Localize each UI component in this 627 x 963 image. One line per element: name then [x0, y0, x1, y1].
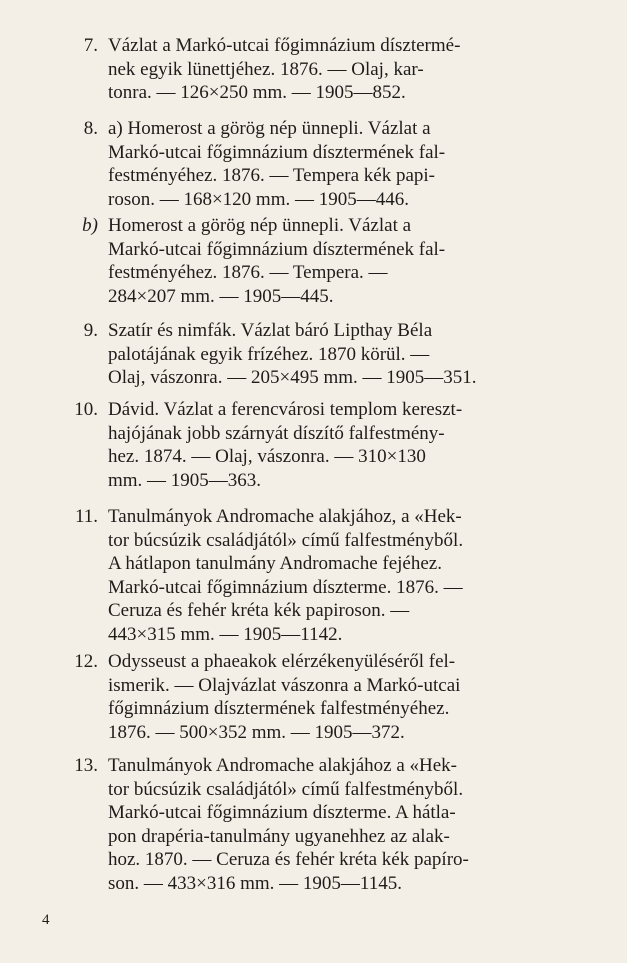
entry-number: b) — [82, 215, 98, 236]
entry-number: 9. — [83, 320, 98, 341]
entry-line: tor búcsúzik családjától» című falfestményből. — [108, 778, 464, 800]
entry-line: Tanulmányok Andromache alakjához, a «Hek- — [108, 506, 462, 527]
entry-line: Dávid. Vázlat a ferencvárosi templom kereszt- — [108, 399, 463, 420]
entry-line: roson. — 168×120 mm. — 1905—446. — [108, 188, 409, 210]
entry-line: Vázlat a Markó-utcai főgimnázium dísztermé- — [108, 35, 461, 56]
entry-line: 1876. — 500×352 mm. — 1905—372. — [108, 721, 405, 743]
entry-line: mm. — 1905—363. — [108, 469, 262, 491]
entry-line: tonra. — 126×250 mm. — 1905—852. — [108, 82, 406, 104]
entry-line: festményéhez. 1876. — Tempera. — — [108, 262, 388, 284]
entry-line: Szatír és nimfák. Vázlat báró Lipthay Béla — [108, 320, 433, 341]
entry-line: festményéhez. 1876. — Tempera kék papi- — [108, 165, 436, 187]
entry-line: palotájának egyik frízéhez. 1870 körül. — — [108, 343, 430, 365]
entry-line: hajójának jobb szárnyát díszítő falfestmény- — [108, 422, 445, 444]
entry-number: 7. — [83, 35, 98, 56]
catalog-entry-12 — [60, 650, 590, 744]
catalog-entry-11 — [60, 505, 590, 647]
entry-line: főgimnázium dísztermének falfestményéhez. — [108, 698, 450, 720]
entry-line: Odysseust a phaeakok elérzékenyüléséről fel- — [108, 651, 456, 672]
entry-line: Markó-utcai főgimnázium dísztermének fal- — [108, 238, 446, 260]
entry-line: A hátlapon tanulmány Andromache fejéhez. — [108, 553, 442, 575]
entry-number: 13. — [74, 755, 98, 776]
entry-number: 10. — [74, 399, 98, 420]
entry-line: Homerost a görög nép ünnepli. Vázlat a — [108, 215, 412, 236]
entry-line: tor búcsúzik családjától» című falfestményből. — [108, 529, 464, 551]
entry-line: 443×315 mm. — 1905—1142. — [108, 623, 343, 645]
entry-line: Markó-utcai főgimnázium díszterme. A hátla- — [108, 802, 456, 824]
entry-line: Olaj, vászonra. — 205×495 mm. — 1905—351. — [108, 367, 477, 389]
entry-line: nek egyik lünettjéhez. 1876. — Olaj, kar- — [108, 58, 424, 80]
entry-number: 11. — [74, 506, 98, 527]
entry-line: Markó-utcai főgimnázium díszterme. 1876. — — [108, 576, 463, 598]
entry-line: 284×207 mm. — 1905—445. — [108, 285, 334, 307]
catalog-entry-7 — [60, 34, 590, 105]
entry-line: hoz. 1870. — Ceruza és fehér kréta kék papíro- — [108, 849, 469, 871]
entry-line: son. — 433×316 mm. — 1905—1145. — [108, 872, 402, 894]
entry-line: Ceruza és fehér kréta kék papiroson. — — [108, 600, 410, 622]
entry-line: a) Homerost a görög nép ünnepli. Vázlat a — [108, 118, 431, 139]
entry-line: pon drapéria-tanulmány ugyanehhez az alak- — [108, 825, 450, 847]
catalog-entry-13 — [60, 754, 590, 896]
catalog-entry-8b — [60, 214, 590, 308]
catalog-entry-10 — [60, 398, 590, 492]
page-number: 4 — [42, 912, 50, 928]
entry-line: hez. 1874. — Olaj, vászonra. — 310×130 — [108, 446, 426, 468]
catalog-entry-8a — [60, 117, 590, 211]
catalog-entry-9 — [60, 319, 590, 390]
entry-line: ismerik. — Olajvázlat vászonra a Markó-utcai — [108, 674, 461, 696]
entry-number: 8. — [83, 118, 98, 139]
entry-line: Tanulmányok Andromache alakjához a «Hek- — [108, 755, 457, 776]
entry-number: 12. — [74, 651, 98, 672]
entry-line: Markó-utcai főgimnázium dísztermének fal- — [108, 141, 446, 163]
